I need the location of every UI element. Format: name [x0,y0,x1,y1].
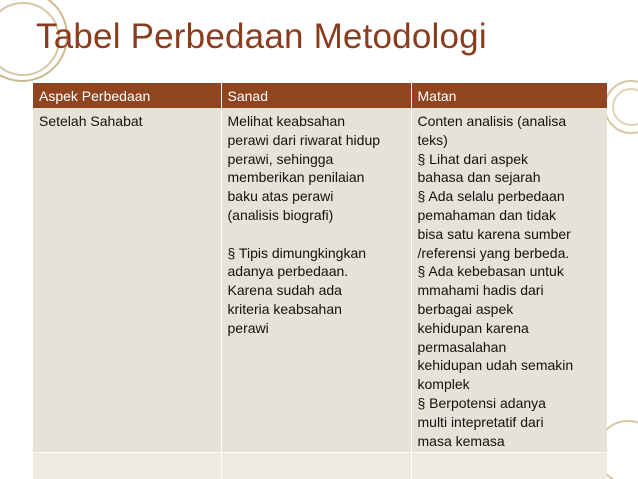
table-row [33,108,607,453]
cell-empty [221,453,411,479]
slide-title: Tabel Perbedaan Metodologi [36,17,487,56]
cell-aspek: Setelah Sahabat [33,108,221,453]
cell-empty [411,453,607,479]
table-row-empty [33,453,607,479]
cell-matan: Conten analisis (analisa teks) § Lihat dari aspek bahasa dan sejarah § Ada selalu perbedaan pemahaman dan tidak bisa satu karena sumber /referensi yang berbeda. § Ada kebebasan untuk mmahami hadis dari berbagai aspek kehidupan karena permasalahan kehidupan udah semakin komplek § Berpotensi adanya multi intepretatif dari masa kemasa [411,108,607,453]
header-matan: Matan [411,83,607,108]
cell-empty [33,453,221,479]
header-aspek-perbedaan: Aspek Perbedaan [33,83,221,108]
comparison-table [33,83,607,479]
table-header-row [33,83,607,108]
header-sanad: Sanad [221,83,411,108]
cell-sanad: Melihat keabsahan perawi dari riwarat hidup perawi, sehingga memberikan penilaian baku atas perawi (analisis biografi) § Tipis dimungkingkan adanya perbedaan. Karena sudah ada kriteria keabsahan perawi [221,108,411,453]
